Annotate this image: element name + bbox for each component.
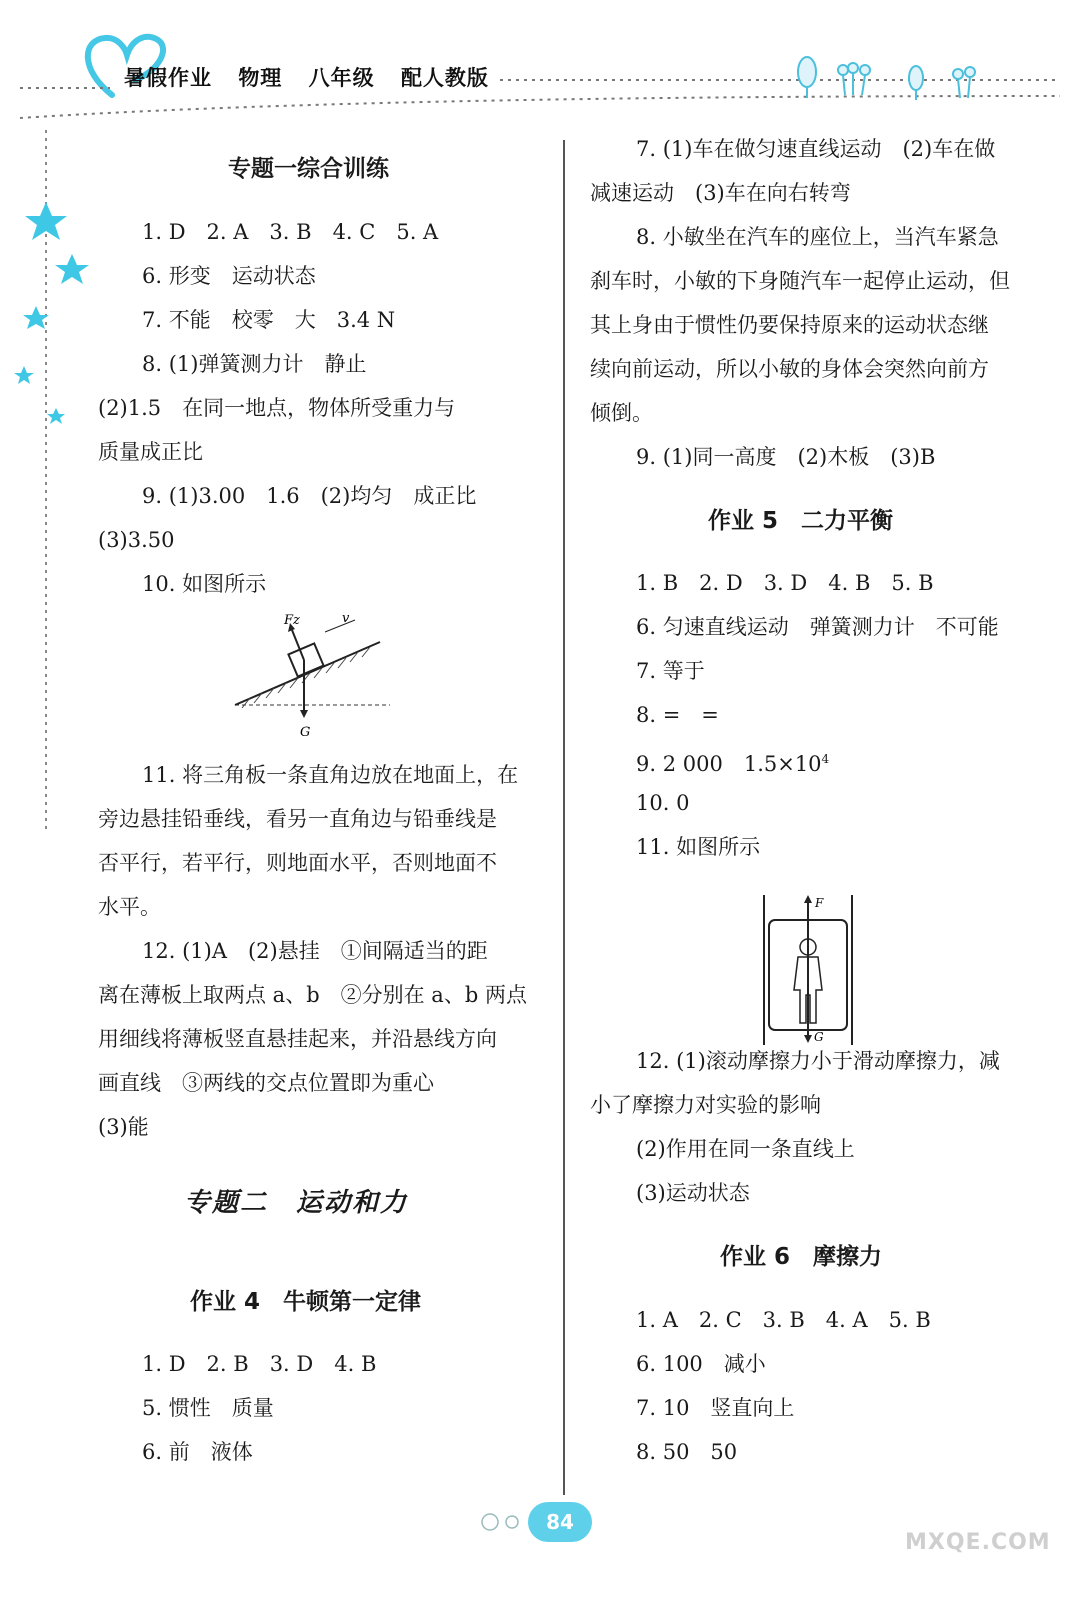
answer-line: 12. (1)A (2)悬挂 ①间隔适当的距 [142,939,488,963]
answer-line: 否平行，若平行，则地面水平，否则地面不 [98,851,497,875]
answer-line: 9. (1)同一高度 (2)木板 (3)B [636,445,936,469]
star-icon [14,366,34,384]
section-heading: 作业 6 摩擦力 [720,1244,883,1270]
answer-line: 离在薄板上取两点 a、b ②分别在 a、b 两点 [98,983,527,1007]
answer-line: 7. 10 竖直向上 [636,1396,795,1420]
answer-line: 6. 形变 运动状态 [142,264,316,288]
velocity-label: v [342,612,350,626]
star-icon [47,408,65,424]
answer-line: 刹车时，小敏的下身随汽车一起停止运动，但 [590,269,1010,293]
header-title [124,62,507,92]
answer-line: 8. 小敏坐在汽车的座位上，当汽车紧急 [636,225,999,249]
star-icon [55,254,89,284]
force-label: F [815,896,824,910]
answer-line: 1. A 2. C 3. B 4. A 5. B [636,1308,931,1332]
answer-line: 其上身由于惯性仍要保持原来的运动状态继 [590,313,989,337]
answer-text: 9. 2 000 1.5×10 [636,752,822,776]
answer-line: 1. D 2. B 3. D 4. B [142,1352,377,1376]
gravity-label: G [814,1030,824,1044]
header-subject: 物理 [238,66,283,90]
tree-icon [798,57,975,100]
answer-line: 11. 将三角板一条直角边放在地面上，在 [142,763,519,787]
answer-line: 水平。 [98,895,161,919]
answer-line: (2)1.5 在同一地点，物体所受重力与 [98,396,456,420]
exponent: 4 [821,752,830,766]
answer-line: 7. 等于 [636,659,705,683]
answer-line: 9. (1)3.00 1.6 (2)均匀 成正比 [142,484,477,508]
answer-line: 倾倒。 [590,401,653,425]
gravity-label: G [300,725,311,740]
watermark: MXQE.COM [905,1530,1051,1555]
answer-line: 质量成正比 [98,440,203,464]
answer-line: 10. 如图所示 [142,572,267,596]
answer-line: 12. (1)滚动摩擦力小于滑动摩擦力，减 [636,1049,1000,1073]
answer-line: 续向前运动，所以小敏的身体会突然向前方 [590,357,989,381]
page-number: 84 [528,1502,592,1542]
answer-line: 10. 0 [636,791,690,815]
answer-line: (2)作用在同一条直线上 [636,1137,855,1161]
answer-line: 6. 匀速直线运动 弹簧测力计 不可能 [636,615,999,639]
star-decoration [0,130,100,830]
answer-line: 1. B 2. D 3. D 4. B 5. B [636,571,934,595]
answer-line: 旁边悬挂铅垂线，看另一直角边与铅垂线是 [98,807,497,831]
answer-line: (3)3.50 [98,528,175,552]
answer-line: 画直线 ③两线的交点位置即为重心 [98,1071,434,1095]
answer-line: 8. 50 50 [636,1440,738,1464]
incline-figure [230,612,410,747]
header-grade: 八年级 [308,66,375,90]
star-icon [23,306,49,329]
chapter-heading: 专题二 运动和力 [184,1188,409,1218]
section-heading: 作业 4 牛顿第一定律 [190,1289,422,1315]
force-label: Fz [284,613,300,628]
answer-line: (3)运动状态 [636,1181,750,1205]
answer-line: 小了摩擦力对实验的影响 [590,1093,821,1117]
header-brand: 暑假作业 [124,66,212,90]
header-edition: 配人教版 [400,66,489,90]
answer-line: 7. (1)车在做匀速直线运动 (2)车在做 [636,137,996,161]
answer-line: 8. = = [636,703,719,727]
answer-line: 11. 如图所示 [636,835,761,859]
elevator-figure [760,895,860,1045]
answer-line [636,744,829,779]
section-heading: 作业 5 二力平衡 [708,508,894,534]
column-divider [563,140,565,1495]
answer-line: 1. D 2. A 3. B 4. C 5. A [142,220,439,244]
answer-line: 6. 前 液体 [142,1440,253,1464]
answer-line: 用细线将薄板竖直悬挂起来，并沿悬线方向 [98,1027,497,1051]
answer-line: 减速运动 (3)车在向右转弯 [590,181,851,205]
footer-dots [478,1510,528,1534]
section-heading: 专题一综合训练 [228,156,389,182]
answer-line: 8. (1)弹簧测力计 静止 [142,352,367,376]
answer-line: 7. 不能 校零 大 3.4 N [142,308,396,332]
answer-line: (3)能 [98,1115,149,1139]
answer-line: 6. 100 减小 [636,1352,766,1376]
answer-line: 5. 惯性 质量 [142,1396,274,1420]
